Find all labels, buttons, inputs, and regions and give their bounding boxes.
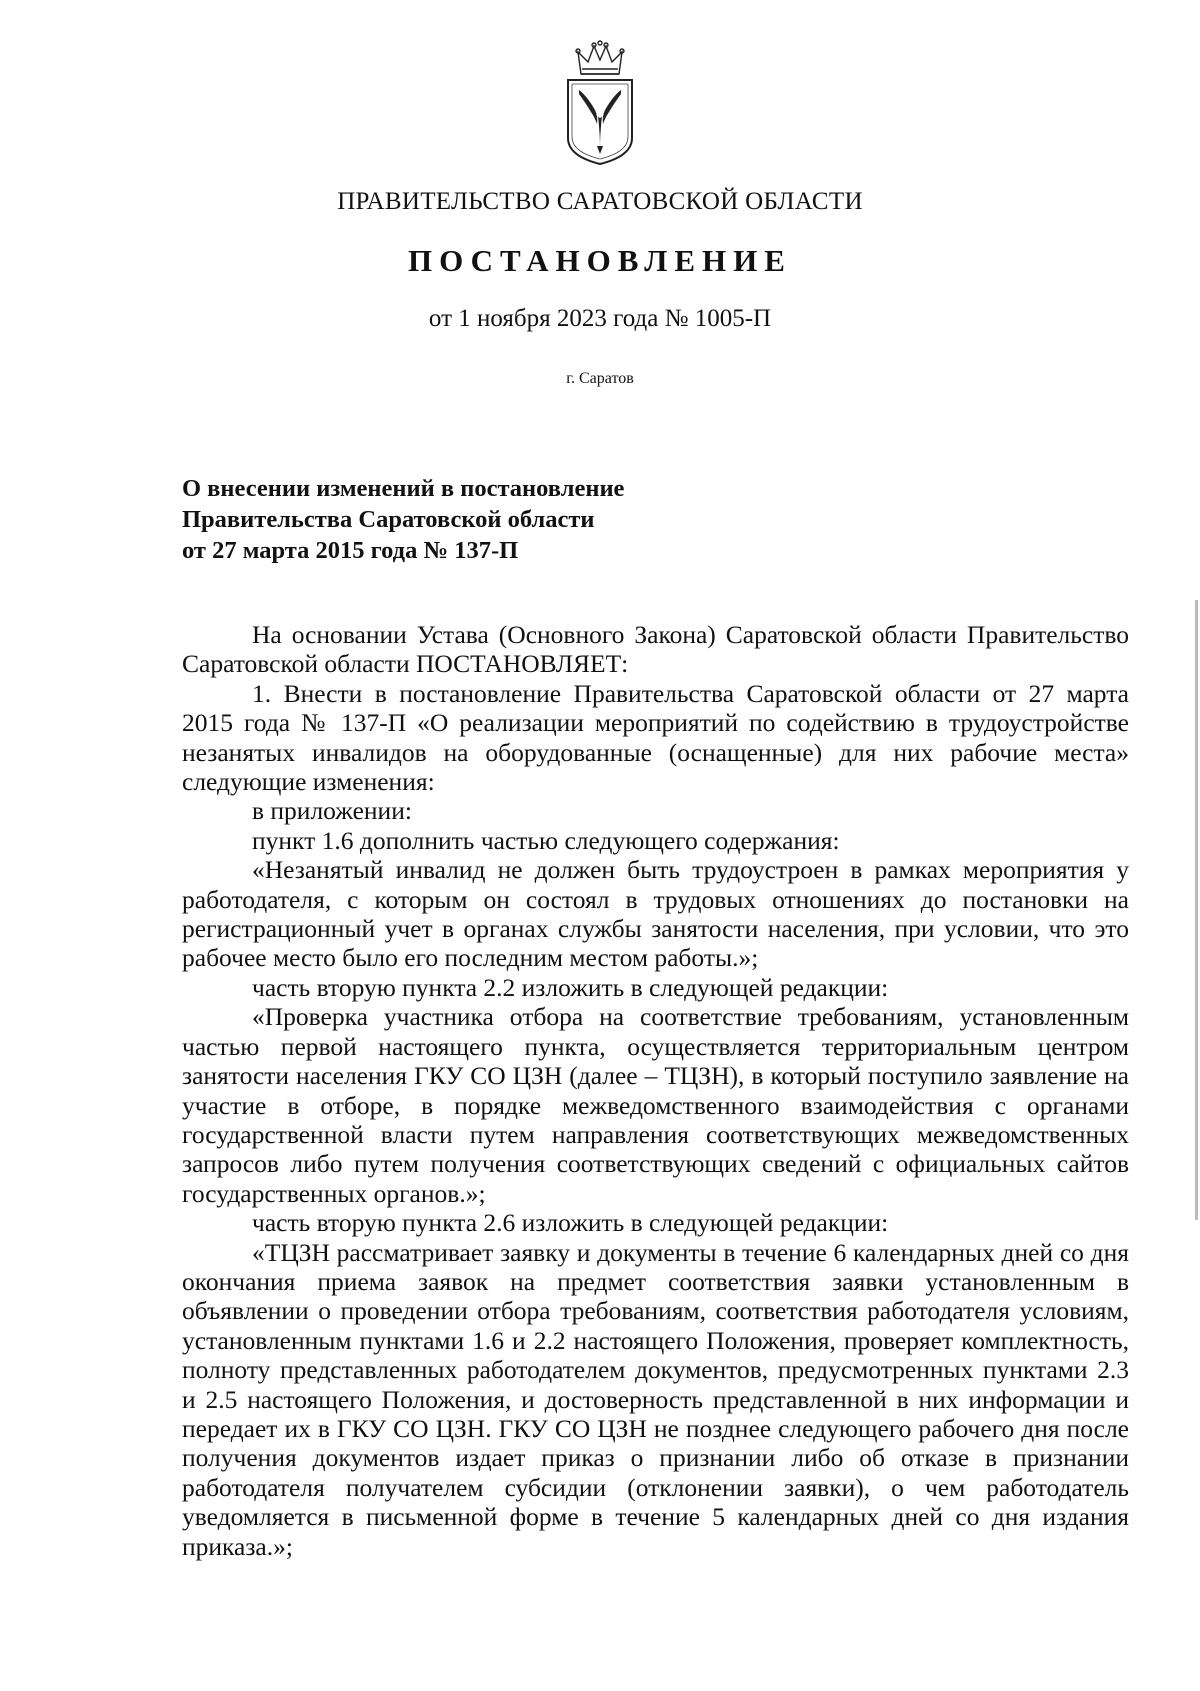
document-type: ПОСТАНОВЛЕНИЕ: [408, 243, 792, 278]
body-paragraph: в приложении:: [252, 796, 412, 826]
body-paragraph: 1. Внести в постановление Правительства Саратовской области от 27 марта 2015 года № 137-П «О реализации мероприятий по содействию в трудоустройстве незанятых инвалидов на оборудованные (оснащенные) для них рабочие места» следующие изменения:: [182, 678, 1129, 797]
body-paragraph: «Незанятый инвалид не должен быть трудоустроен в рамках мероприятия у работодателя, с которым он состоял в трудовых отношениях до постановки на регистрационный учет в органах службы занятости населения, при условии, что это рабочее место было его последним местом работы.»;: [182, 855, 1129, 973]
government-name: ПРАВИТЕЛЬСТВО САРАТОВСКОЙ ОБЛАСТИ: [337, 188, 863, 215]
document-body: [182, 620, 1129, 1561]
body-paragraph: «ТЦЗН рассматривает заявку и документы в течение 6 календарных дней со дня окончания приема заявок на предмет соответствия заявки установленным в объявлении о проведении отбора требованиям, соответствия работодателя условиям, установленным пунктами 1.6 и 2.2 настоящего Положения, проверяет комплектность, полноту представленных работодателем документов, предусмотренных пунктами 2.3 и 2.5 настоящего Положения, и достоверность представленной в них информации и передает их в ГКУ СО ЦЗН. ГКУ СО ЦЗН не позднее следующего рабочего дня после получения документов издает приказ о признании либо об отказе в признании работодателя получателем субсидии (отклонении заявки), о чем работодатель уведомляется в письменной форме в течение 5 календарных дней со дня издания приказа.»;: [182, 1237, 1129, 1561]
title-line: Правительства Саратовской области: [182, 506, 595, 533]
body-paragraph: часть вторую пункта 2.6 изложить в следующей редакции:: [252, 1208, 889, 1238]
body-paragraph: часть вторую пункта 2.2 изложить в следующей редакции:: [252, 972, 889, 1002]
title-line: от 27 марта 2015 года № 137-П: [182, 537, 519, 564]
body-paragraph: На основании Устава (Основного Закона) Саратовской области Правительство Саратовской области ПОСТАНОВЛЯЕТ:: [182, 620, 1129, 679]
city: г. Саратов: [566, 370, 634, 387]
document-title: [182, 473, 624, 566]
title-line: О внесении изменений в постановление: [182, 475, 625, 502]
scan-edge-mark: [1195, 600, 1198, 1220]
body-paragraph: пункт 1.6 дополнить частью следующего содержания:: [252, 825, 840, 855]
coat-of-arms-icon: [561, 38, 639, 168]
date-and-number: от 1 ноября 2023 года № 1005-П: [428, 305, 772, 332]
body-paragraph: «Проверка участника отбора на соответствие требованиям, установленным частью первой настоящего пункта, осуществляется территориальным центром занятости населения ГКУ СО ЦЗН (далее – ТЦЗН), в который поступило заявление на участие в отборе, в порядке межведомственного взаимодействия с органами государственной власти путем направления соответствующих межведомственных запросов либо путем получения соответствующих сведений с официальных сайтов государственных органов.»;: [182, 1002, 1129, 1208]
